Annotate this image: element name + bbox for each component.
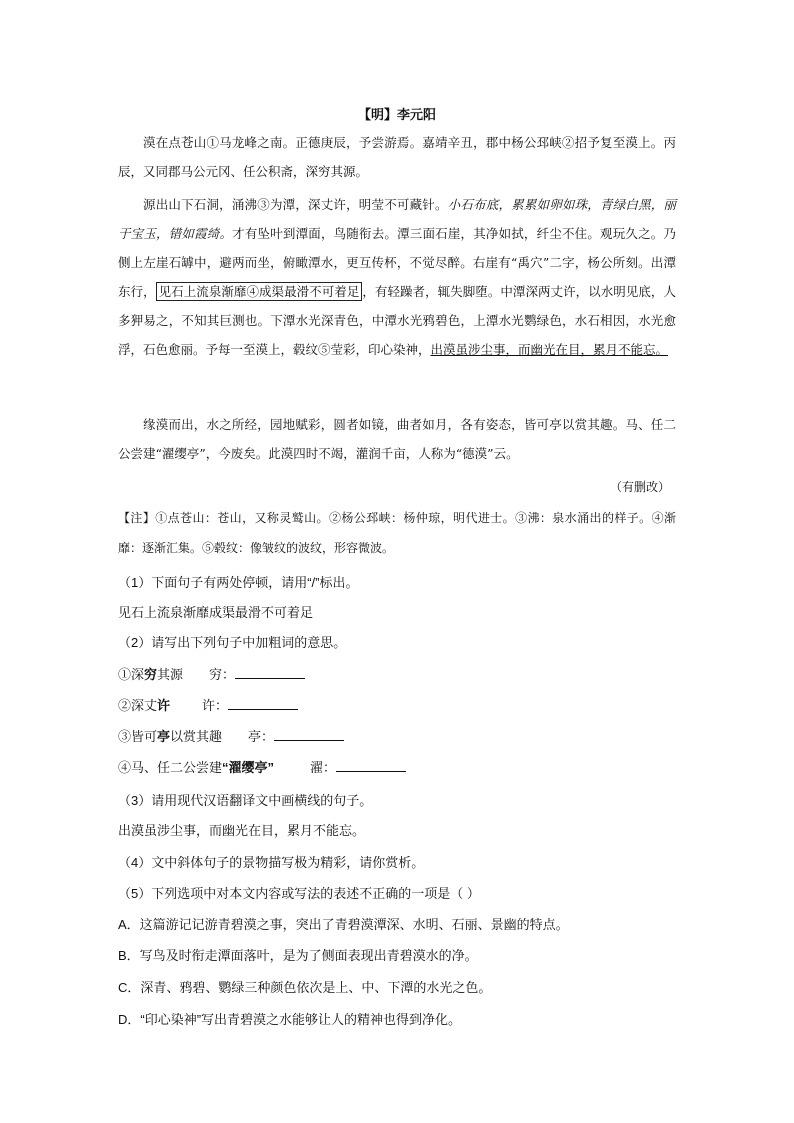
passage-paragraph-3: 缘漠而出，水之所经，园地赋彩，圆者如镜，曲者如月，各有姿态，皆可亭以赏其趣。马、任二公尝建“濯缨亭”，今废矣。此漠四时不竭，灌润千亩，人称为“德漠”云。 [118, 417, 676, 461]
p2-text-a: 源出山下石洞，涌沸③为潭，深丈许，明莹不可藏针。 [143, 197, 448, 212]
q2-bold-word-3: 亭 [157, 729, 171, 744]
p2-italic-sentence: 小石布底，累累如卵如珠，青绿白黑，丽于宝玉，错如霞绮。 [118, 197, 676, 241]
footnotes: 【注】①点苍山：苍山，又称灵鹫山。②杨公邳峡：杨仲琼，明代进士。③沸：泉水涌出的样子。④渐靡：逐渐汇集。⑤毂纹：像皱纹的波纹，形容微波。 [118, 511, 676, 555]
answer-blank-4[interactable] [336, 759, 406, 772]
option-d[interactable]: D．“印心染神”写出青碧漠之水能够让人的精神也得到净化。 [118, 1012, 462, 1027]
q2-bold-word-1: 穷 [144, 667, 158, 682]
answer-blank-1[interactable] [235, 666, 305, 679]
p2-text-c: 才有坠叶到潭面，鸟随衔去。潭三面石崖，其净如拭，纤尘不住。观玩久之。乃侧上左崖石罅中，避两而坐，俯瞰潭水，更互传杯，不觉尽醉。右崖有“禹穴”二字，杨公所刻。出潭东行， [118, 226, 676, 299]
q2-item-3: ③皆可亭以赏其趣 亭： [118, 726, 344, 745]
answer-blank-2[interactable] [228, 697, 298, 710]
option-a[interactable]: A．这篇游记记游青碧漠之事，突出了青碧漠潭深、水明、石丽、景幽的特点。 [118, 917, 569, 932]
q2-item-4: ④马、任二公尝建“濯缨亭” 濯： [118, 757, 406, 776]
question-4: （4）文中斜体句子的景物描写极为精彩，请你赏析。 [118, 855, 425, 870]
question-1-sentence: 见石上流泉渐靡成渠最滑不可着足 [118, 605, 314, 620]
passage-paragraph-2 [118, 190, 676, 364]
p2-underlined-sentence: 出漠虽涉尘事，而幽光在目，累月不能忘。 [430, 342, 669, 357]
answer-blank-3[interactable] [274, 728, 344, 741]
question-3: （3）请用现代汉语翻译文中画横线的句子。 [118, 793, 373, 808]
q2-item-2: ②深丈许 许： [118, 695, 298, 714]
passage-author: 【明】李元阳 [357, 108, 436, 123]
q2-bold-word-4: “濯缨亭” [222, 760, 275, 775]
question-5: （5）下列选项中对本文内容或写法的表述不正确的一项是（ ） [118, 886, 480, 901]
q2-bold-word-2: 许 [157, 698, 171, 713]
attribution: （有删改） [609, 480, 670, 494]
question-2: （2）请写出下列句子中加粗词的意思。 [118, 635, 347, 650]
option-b[interactable]: B．写鸟及时衔走潭面落叶，是为了侧面表现出青碧漠水的净。 [118, 948, 478, 963]
q2-item-1: ①深穷其源 穷： [118, 664, 305, 683]
passage-paragraph-1: 漠在点苍山①马龙峰之南。正德庚辰，予尝游焉。嘉靖辛丑，郡中杨公邳峡②招予复至漠上。丙辰，又同郡马公元冈、任公积斋，深穷其源。 [118, 135, 676, 179]
option-c[interactable]: C．深青、鸦碧、鹦绿三种颜色依次是上、中、下潭的水光之色。 [118, 980, 492, 995]
p2-boxed-sentence: 见石上流泉渐靡④成渠最滑不可着足 [156, 282, 363, 301]
p2-text-e: ，有轻躁者，辄失脚堕。中潭深两丈许，以水明见底，人多狎易之，不知其巨测也。下潭水光深青色，中潭水光鸦碧色，上潭水光鹦绿色，水石相因，水光愈浮，石色愈丽。予每一至漠上，毂纹⑤莹彩，印心染神， [118, 284, 676, 357]
question-3-sentence: 出漠虽涉尘事，而幽光在目，累月不能忘。 [118, 823, 366, 838]
question-1: （1）下面句子有两处停顿，请用“/”标出。 [118, 575, 359, 590]
